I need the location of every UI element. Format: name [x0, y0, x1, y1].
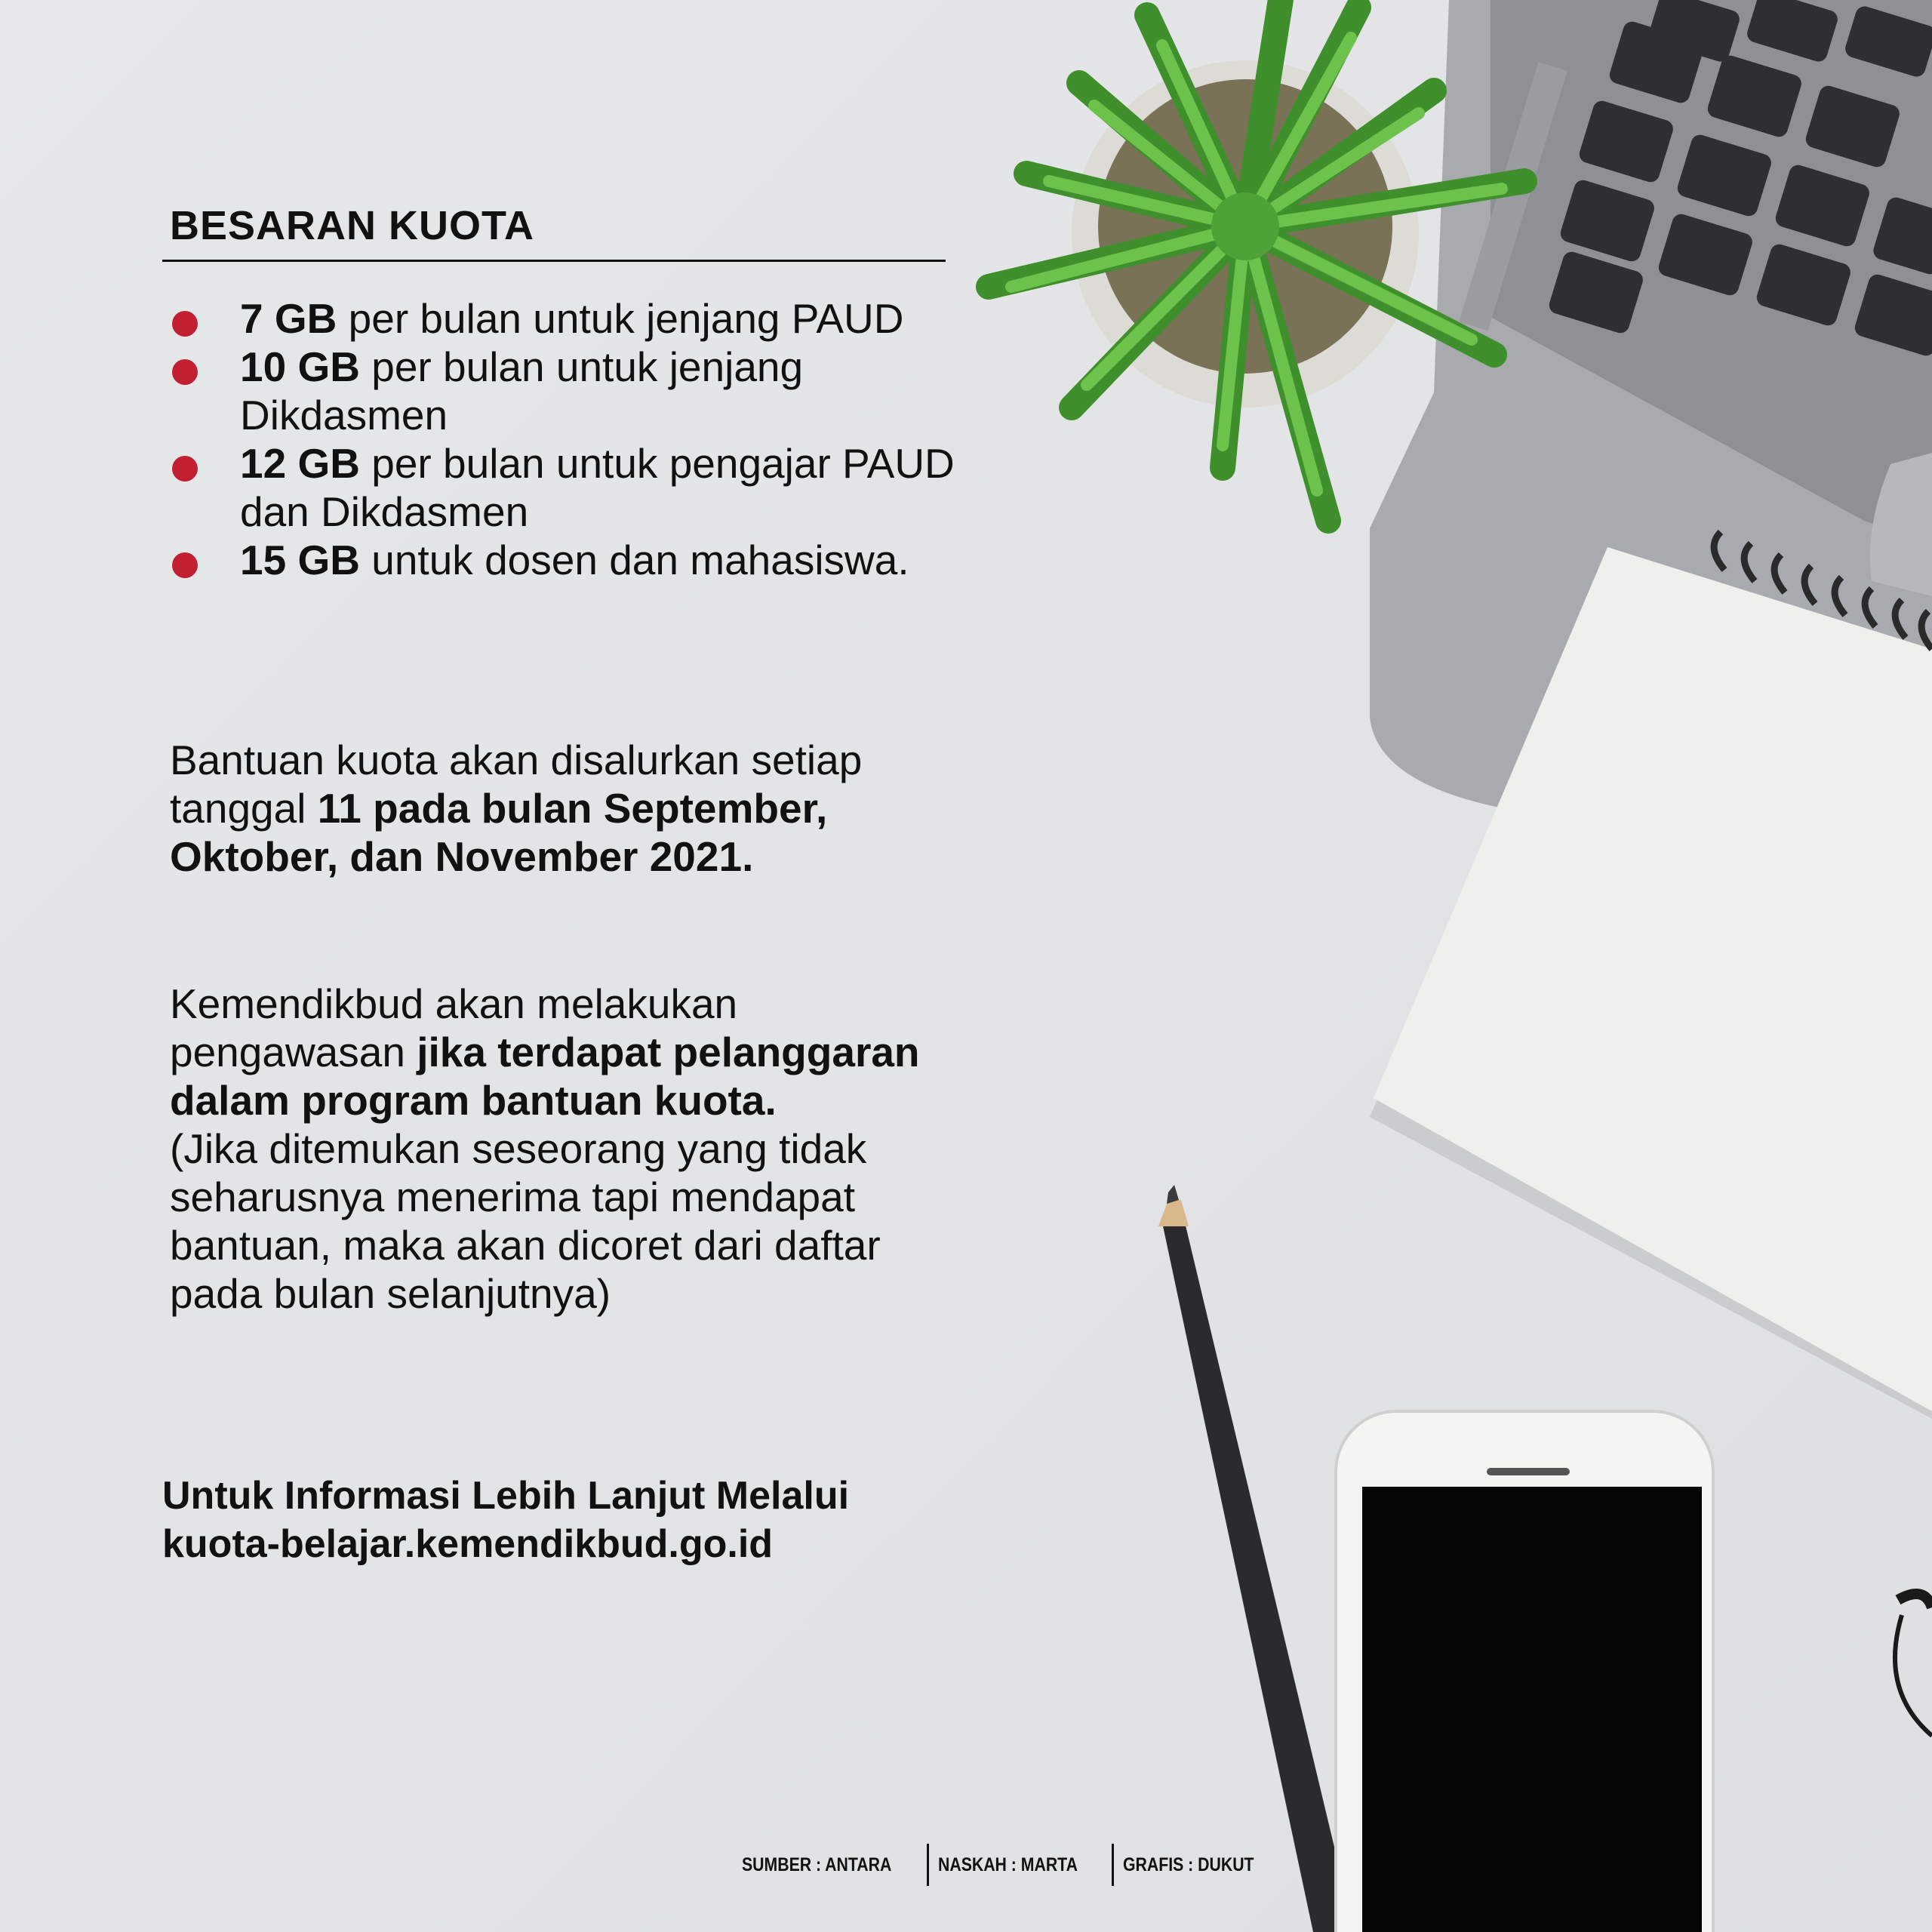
- bullet-dot-icon: [172, 359, 198, 385]
- phone-illustration: [1336, 1411, 1713, 1932]
- list-item: [170, 294, 955, 343]
- distribution-text: Bantuan kuota akan disalurkan setiap tanggal: [170, 737, 863, 832]
- supervision-text: Kemendikbud akan melakukan pengawasan: [170, 980, 738, 1075]
- quota-amount: 7 GB: [240, 295, 337, 342]
- bullet-dot-icon: [172, 456, 198, 481]
- quota-list: [170, 294, 955, 584]
- quota-description: per bulan untuk jenjang Dikdasmen: [240, 343, 804, 438]
- supervision-emphasis: jika terdapat pelanggaran dalam program bantuan kuota.: [170, 1029, 920, 1124]
- list-item: [170, 536, 955, 584]
- list-item: [170, 439, 955, 536]
- heading-divider: [162, 260, 946, 262]
- distribution-dates: 11 pada bulan September, Oktober, dan November 2021.: [170, 785, 828, 880]
- credit-graphics: GRAFIS : DUKUT: [1122, 1854, 1254, 1875]
- more-info-label: Untuk Informasi Lebih Lanjut Melalui: [162, 1474, 850, 1518]
- quota-description: untuk dosen dan mahasiswa.: [359, 537, 909, 583]
- list-item: [170, 343, 955, 439]
- credit-writer: NASKAH : MARTA: [938, 1854, 1078, 1875]
- more-info: [162, 1472, 849, 1568]
- credit-divider: [927, 1844, 929, 1886]
- quota-description: per bulan untuk jenjang PAUD: [337, 295, 904, 342]
- bullet-dot-icon: [172, 552, 198, 578]
- credit-divider: [1112, 1844, 1114, 1886]
- quota-description: per bulan untuk pengajar PAUD dan Dikdasmen: [240, 440, 955, 535]
- bullet-dot-icon: [172, 311, 198, 337]
- quota-amount: 10 GB: [240, 343, 360, 390]
- quota-amount: 15 GB: [240, 537, 360, 583]
- more-info-url: kuota-belajar.kemendikbud.go.id: [162, 1522, 774, 1566]
- distribution-paragraph: [170, 736, 955, 881]
- supervision-paragraph: [170, 980, 955, 1318]
- credits-bar: [742, 1844, 1277, 1886]
- credit-source: SUMBER : ANTARA: [742, 1854, 892, 1875]
- supervision-note: (Jika ditemukan seseorang yang tidak seharusnya menerima tapi mendapat bantuan, maka akan dicoret dari daftar pada bulan selanjutnya): [170, 1125, 881, 1317]
- section-heading: BESARAN KUOTA: [170, 203, 534, 248]
- quota-amount: 12 GB: [240, 440, 360, 487]
